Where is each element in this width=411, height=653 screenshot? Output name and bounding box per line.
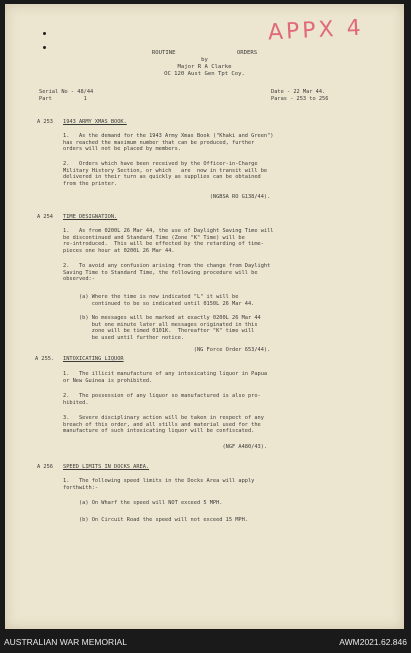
paragraph: 1. The illicit manufacture of any intoxicating liquor in Papua or New Guinea is prohibited. [63,371,268,384]
paragraph: 2. To avoid any confusion arising from the change from Daylight Saving Time to Standard Time, the following procedure will be observed:- [63,263,271,283]
paragraph: 1. As the demand for the 1943 Army Xmas Book ("Khaki and Green") has reached the maximum number that can be produced, further orders will not be placed by members. [63,133,274,153]
appendix-annotation: APPX 4 [267,15,365,46]
paragraph: 1. The following speed limits in the Docks Area will apply forthwith:- [63,478,255,491]
reference: (NGF A480/43). [63,444,268,450]
sub-paragraph: (b) No messages will be marked at exactly 0200L 26 Mar 44 but one minute later all messages originated in this zone will be timed 0101K. Thereafter "K" time will be used until further notice. [78,315,261,341]
paragraph: 2. Orders which have been received by the Officer-in-Charge Military History Section, or which are now in transit will be delivered in their turn as quickly as supplies can be obtained from the printer. [63,161,268,187]
section-number: A 256 [37,464,53,470]
title-right: ORDERS [236,50,258,56]
punch-hole-mark [43,46,46,49]
serial-number: Serial No - 48/44 [39,89,94,95]
footer-accession-number: AWM2021.62.846 [339,637,407,647]
section-heading: SPEED LIMITS IN DOCKS AREA. [63,464,150,470]
section-heading: 1943 ARMY XMAS BOOK. [63,119,127,125]
officer-name: Major R A Clarke [177,64,232,70]
unit-name: OC 120 Aust Gen Tpt Coy. [164,71,245,77]
section-number: A 253 [37,119,53,125]
section-number: A 255. [35,356,55,362]
paras-range: Paras - 253 to 256 [271,96,329,102]
section-heading: TIME DESIGNATION. [63,214,118,220]
paragraph: 3. Severe disciplinary action will be taken in respect of any breach of this order, and all stills and material used for the manufacture of such intoxicating liquor will be confiscated. [63,415,264,435]
sub-paragraph: (b) On Circuit Road the speed will not exceed 15 MPH. [63,517,248,523]
document-page [5,4,404,629]
reference: (NGBSA RO G138/44). [63,194,271,200]
sub-paragraph: (a) On Wharf the speed will NOT exceed 5 MPH. [63,500,223,506]
title-left: ROUTINE [151,50,176,56]
punch-hole-mark [43,32,46,35]
paragraph: 1. As from 0200L 26 Mar 44, the use of Daylight Saving Time will be discontinued and Standard Time (Zone "K" Time) will be re-introduced. This will be effected by the retarding of time- pieces one hour at 0200L 26 Mar 44. [63,228,274,254]
sub-paragraph: (a) Where the time is now indicated "L" it will be continued to be so indicated until 0150L 26 Mar 44. [78,294,255,307]
paragraph: 2. The possession of any liquor so manufactured is also pro- hibited. [63,393,261,406]
footer-credit: AUSTRALIAN WAR MEMORIAL [4,637,127,647]
section-number: A 254 [37,214,53,220]
order-date: Date - 22 Mar 44. [271,89,326,95]
part-number: Part 1 [39,96,87,102]
footer-bar [0,632,411,653]
reference: (NG Force Order 653/44). [63,347,271,353]
section-heading: INTOXICATING LIQUOR [63,356,124,362]
by-line: by [201,57,208,63]
